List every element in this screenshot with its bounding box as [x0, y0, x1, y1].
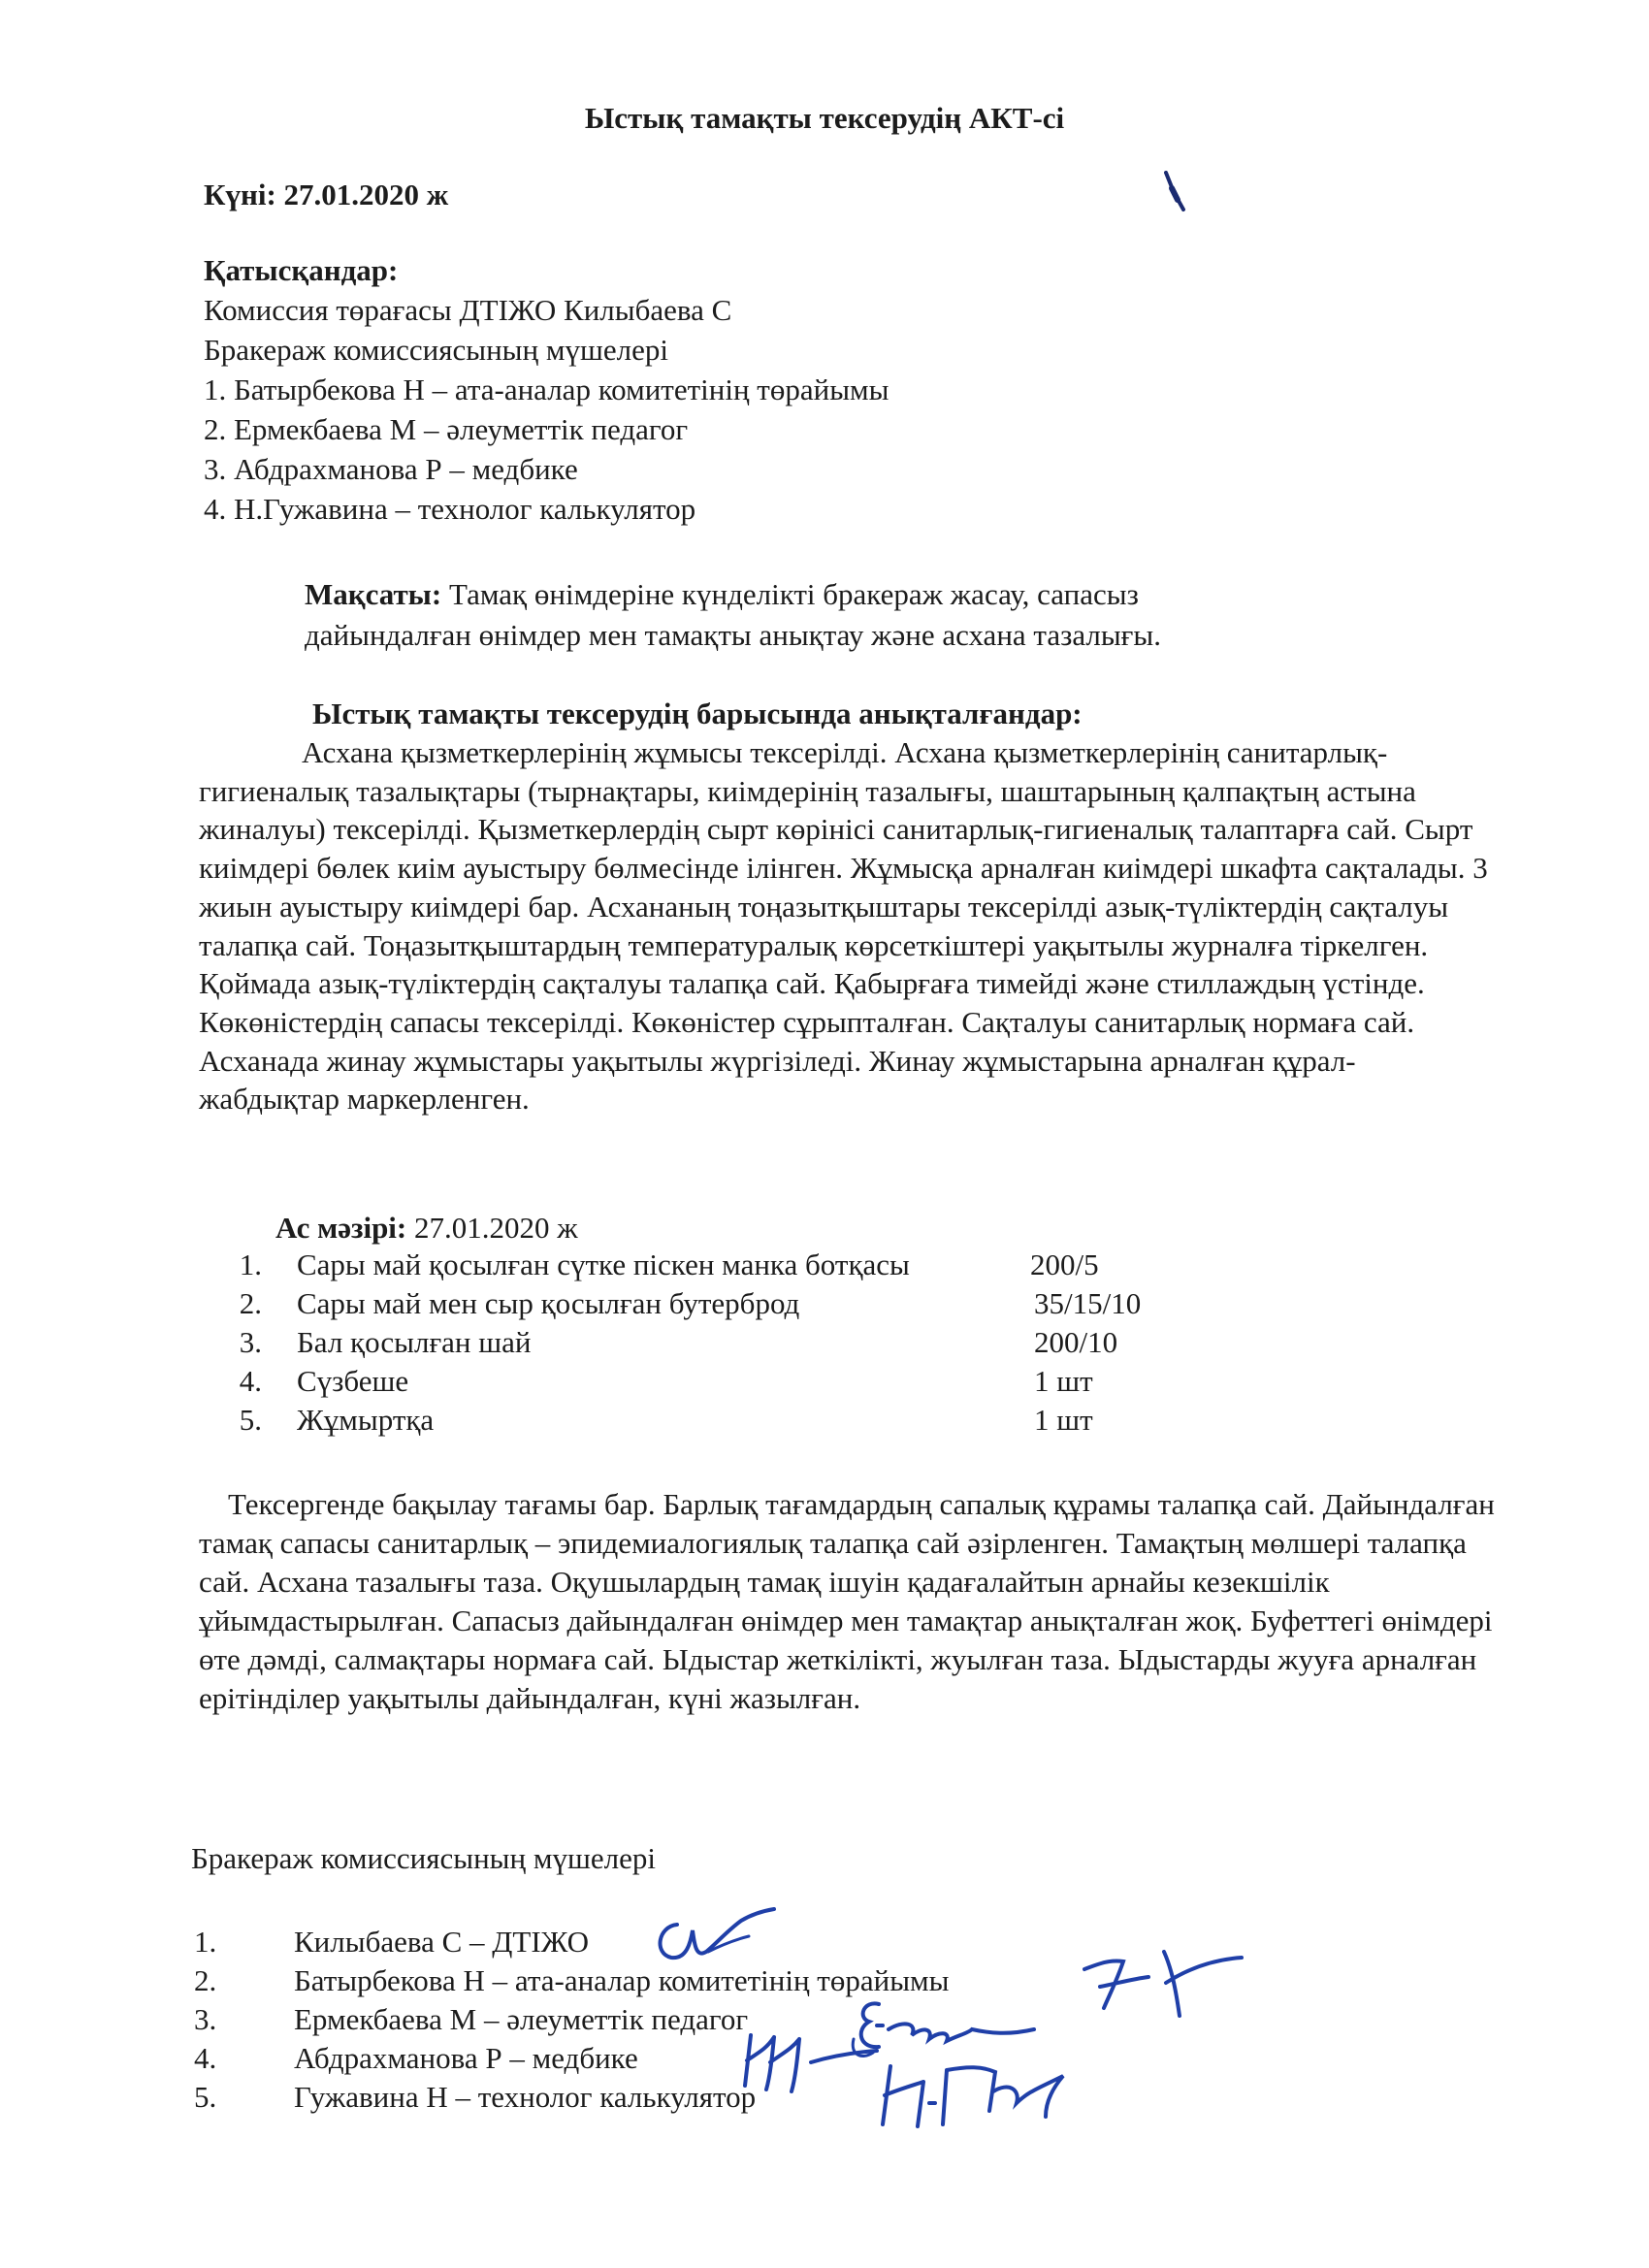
signatures-heading: Бракераж комиссиясының мүшелері [191, 1841, 656, 1875]
conclusion-paragraph [199, 1485, 1499, 1718]
menu-list [229, 1246, 1199, 1440]
menu-item-number: 4. [239, 1364, 262, 1398]
menu-item [229, 1246, 1199, 1284]
menu-item-dish: Бал қосылған шай [297, 1325, 532, 1359]
participants-heading: Қатысқандар: [204, 253, 399, 287]
menu-item [229, 1362, 1199, 1401]
menu-item-dish: Сүзбеше [297, 1364, 409, 1398]
menu-item [229, 1284, 1199, 1323]
participants-section [204, 250, 889, 529]
menu-item-qty: 200/5 [1030, 1247, 1099, 1281]
menu-item-dish: Сары май мен сыр қосылған бутерброд [297, 1286, 800, 1320]
menu-item-number: 1. [239, 1247, 262, 1281]
document-title: Ыстық тамақты тексерудің АКТ-сі [584, 101, 1065, 135]
signature-member: Батырбекова Н – ата-аналар комитетінің төрайымы [294, 1963, 950, 1997]
participant-item: 3. Абдрахманова Р – медбике [204, 452, 578, 486]
conclusion-text: Тексергенде бақылау тағамы бар. Барлық тағамдардың сапалық құрамы талапқа сай. Дайындалған тамақ сапасы санитарлық – эпидемиалогиялық талапқа сай әзірленген. Тамақтың мөлшері талапқа сай. Асхана тазалығы таза. Оқушылардың тамақ ішуін қадағалайтын арнайы кезекшілік ұйымдастырылған. Сапасыз дайындалған өнімдер мен тамақтар анықталған жоқ. Буфеттегі өнімдері өте дәмді, салмақтары нормаға сай. Ыдыстар жеткілікті, жуылған таза. Ыдыстарды жууға арналған ерітінділер уақытылы дайындалған, күні жазылған. [199, 1487, 1495, 1715]
participant-item: 4. Н.Гужавина – технолог калькулятор [204, 492, 696, 526]
signature-number: 1. [194, 1925, 217, 1959]
menu-item-qty: 1 шт [1034, 1364, 1093, 1398]
menu-item-dish: Жұмыртқа [297, 1403, 435, 1437]
signature-row [194, 1923, 1067, 1961]
menu-item-qty: 35/15/10 [1034, 1286, 1142, 1320]
menu-item [229, 1323, 1199, 1362]
participant-item: 1. Батырбекова Н – ата-аналар комитетінің төрайымы [204, 373, 889, 406]
signature-member: Абдрахманова Р – медбике [294, 2041, 638, 2075]
menu-heading [275, 1211, 578, 1246]
menu-item-number: 2. [239, 1286, 262, 1320]
menu-date: 27.01.2020 ж [414, 1211, 578, 1245]
date-line: Күні: 27.01.2020 ж [204, 178, 449, 211]
findings-text: Асхана қызметкерлерінің жұмысы тексерілді. Асхана қызметкерлерінің санитарлық-гигиеналық тазалықтары (тырнақтары, киімдерінің тазалығы, шаштарының қалпақтың астына жиналуы) тексерілді. Қызметкерлердің сырт көрінісі санитарлық-гигиеналық талаптарға сай. Сырт киімдері бөлек киім ауыстыру бөлмесінде ілінген. Жұмысқа арналған киімдері шкафта сақталады. 3 жиын ауыстыру киімдері бар. Асхананың тоңазытқыштары тексерілді азық-түліктердің сақталуы талапқа сай. Тоңазытқыштардың температуралық көрсеткіштері уақытылы журналға тіркелген. Қоймада азық-түліктердің сақталуы талапқа сай. Қабырғаға тимейді және стиллаждың үстінде. Көкөністердің сапасы тексерілді. Көкөністер сұрыпталған. Сақталуы санитарлық нормаға сай. Асханада жинау жұмыстары уақытылы жүргізіледі. Жинау жұмыстарына арналған құрал-жабдықтар маркерленген. [199, 735, 1488, 1117]
signature-member: Килыбаева С – ДТІЖО [294, 1925, 590, 1959]
handwritten-signature-2 [1071, 1940, 1265, 2027]
purpose-section [305, 574, 1161, 656]
menu-item-dish: Сары май қосылған сүтке піскен манка ботқасы [297, 1247, 910, 1281]
signature-number: 4. [194, 2041, 217, 2075]
handwritten-signature-5 [873, 2057, 1096, 2134]
signature-number: 3. [194, 2002, 217, 2036]
handwritten-signature-4 [737, 2024, 883, 2101]
signature-number: 2. [194, 1963, 217, 1997]
purpose-label: Мақсаты: [305, 577, 442, 611]
menu-item-number: 5. [239, 1403, 262, 1437]
signature-member: Гужавина Н – технолог калькулятор [294, 2080, 757, 2114]
menu-item [229, 1401, 1199, 1440]
pen-mark [1162, 171, 1191, 213]
handwritten-signature-1 [648, 1903, 784, 1971]
signature-member: Ермекбаева М – әлеуметтік педагог [294, 2002, 749, 2036]
commission-chair: Комиссия төрағасы ДТІЖО Килыбаева С [204, 293, 732, 327]
menu-item-qty: 1 шт [1034, 1403, 1093, 1437]
participant-item: 2. Ермекбаева М – әлеуметтік педагог [204, 412, 689, 446]
menu-label: Ас мәзірі: [275, 1211, 407, 1245]
purpose-text-line1: Тамақ өнімдеріне күнделікті бракераж жасау, сапасыз [448, 577, 1139, 611]
findings-heading: Ыстық тамақты тексерудің барысында анықталғандар: [312, 697, 1083, 730]
findings-paragraph [199, 733, 1489, 1118]
menu-item-qty: 200/10 [1034, 1325, 1118, 1359]
purpose-text-line2: дайындалған өнімдер мен тамақты анықтау және асхана тазалығы. [305, 618, 1161, 652]
members-heading: Бракераж комиссиясының мүшелері [204, 333, 668, 367]
signature-number: 5. [194, 2080, 217, 2114]
menu-item-number: 3. [239, 1325, 262, 1359]
